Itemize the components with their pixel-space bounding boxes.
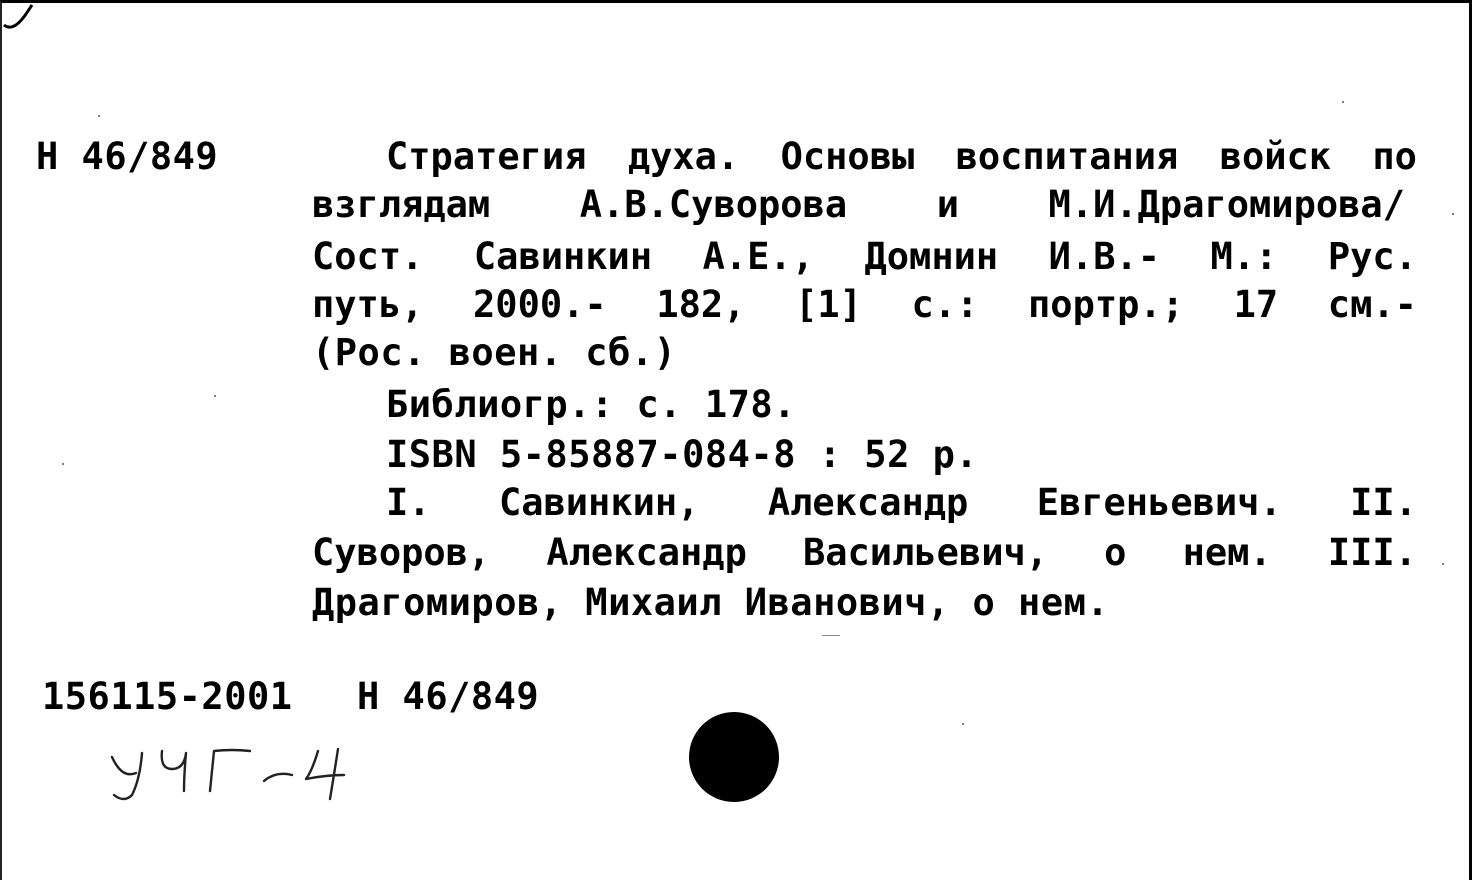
- handwritten-note: [92, 739, 372, 809]
- word: духа.: [627, 135, 740, 178]
- word: Савинкин: [473, 235, 653, 278]
- word: I.: [386, 481, 431, 524]
- word: А.Е.,: [702, 235, 814, 278]
- shelf-mark: Н 46/849: [36, 135, 219, 178]
- word: Рус.: [1327, 235, 1417, 278]
- word: М.:: [1210, 235, 1278, 278]
- entries-line-3: Драгомиров, Михаил Иванович, о нем.: [312, 581, 1110, 624]
- word: 17: [1233, 283, 1279, 326]
- word: нем.: [1182, 531, 1272, 574]
- word: Стратегия: [386, 135, 587, 178]
- word: Александр: [767, 481, 969, 524]
- paper-speck: [62, 463, 64, 465]
- entries-line-2: [312, 531, 1417, 575]
- word: по: [1372, 135, 1417, 178]
- corner-pen-mark: [2, 3, 42, 33]
- paper-speck: [822, 635, 840, 636]
- word: Сост.: [312, 235, 424, 278]
- isbn-line: ISBN 5-85887-084-8 : 52 р.: [386, 433, 979, 476]
- word: [1]: [795, 283, 862, 326]
- word: и: [936, 183, 959, 226]
- entries-line-1: [386, 481, 1417, 525]
- word: Васильевич,: [802, 531, 1049, 574]
- word: Савинкин,: [498, 481, 700, 524]
- paper-speck: [98, 115, 100, 117]
- description-line-4: [312, 283, 1417, 327]
- bibliography-note: Библиогр.: с. 178.: [386, 383, 796, 426]
- word: путь,: [312, 283, 424, 326]
- word: взглядам: [312, 183, 491, 226]
- word: 2000.-: [473, 283, 607, 326]
- word: Евгеньевич.: [1036, 481, 1282, 524]
- word: войск: [1219, 135, 1332, 178]
- punch-hole: [689, 712, 779, 802]
- paper-speck: [1442, 563, 1444, 565]
- word: II.: [1350, 481, 1417, 524]
- description-line-2: [312, 183, 1417, 227]
- word: о: [1104, 531, 1127, 574]
- word: портр.;: [1028, 283, 1184, 326]
- word: см.-: [1327, 283, 1417, 326]
- paper-speck: [1342, 101, 1344, 103]
- word: воспитания: [955, 135, 1179, 178]
- word: III.: [1327, 531, 1417, 574]
- word: А.В.Суворова: [579, 183, 848, 226]
- word: Александр: [546, 531, 747, 574]
- description-line-1: [386, 135, 1417, 179]
- word: Суворов,: [312, 531, 491, 574]
- shelf-mark-bottom: Н 46/849: [357, 675, 540, 718]
- paper-speck: [962, 723, 964, 725]
- word: Основы: [780, 135, 915, 178]
- word: Домнин: [864, 235, 999, 278]
- word: М.И.Драгомирова/: [1048, 183, 1405, 226]
- word: с.:: [911, 283, 979, 326]
- word: 182,: [656, 283, 746, 326]
- paper-speck: [1452, 213, 1454, 215]
- word: И.В.-: [1048, 235, 1161, 278]
- description-line-3: [312, 235, 1417, 279]
- accession-number: 156115-2001: [42, 675, 293, 718]
- series-statement: (Рос. воен. сб.): [312, 331, 677, 374]
- paper-speck: [214, 395, 216, 397]
